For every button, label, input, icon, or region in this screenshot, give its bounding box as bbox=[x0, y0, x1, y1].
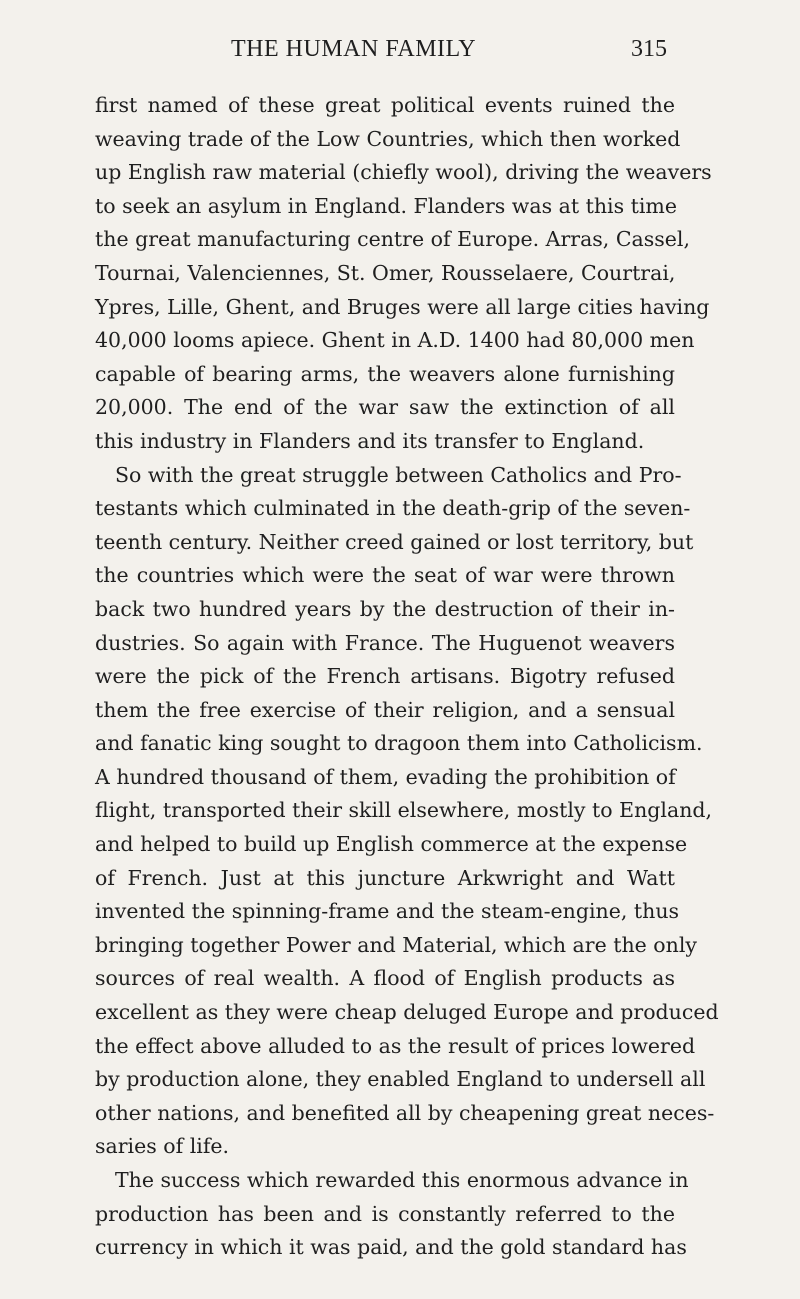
text-line: weaving trade of the Low Countries, which then worked bbox=[95, 126, 681, 151]
text-line: bringing together Power and Material, which are the only bbox=[95, 932, 697, 957]
text-line: flight, transported their skill elsewhere, mostly to England, bbox=[95, 798, 713, 823]
text-line: them the free exercise of their religion, and a sensual bbox=[95, 697, 675, 722]
text-line: production has been and is constantly referred to the bbox=[95, 1201, 675, 1226]
running-head bbox=[95, 22, 675, 72]
text-line: A hundred thousand of them, evading the prohibition of bbox=[95, 764, 676, 789]
text-line: Tournai, Valenciennes, St. Omer, Rousselaere, Courtrai, bbox=[95, 260, 676, 285]
text-line: 20,000. The end of the war saw the extinction of all bbox=[95, 395, 675, 420]
text-line: Ypres, Lille, Ghent, and Bruges were all large cities having bbox=[95, 294, 710, 319]
text-line: teenth century. Neither creed gained or lost territory, but bbox=[95, 529, 694, 554]
text-line: the great manufacturing centre of Europe. Arras, Cassel, bbox=[95, 227, 690, 252]
text-line: other nations, and benefited all by cheapening great neces- bbox=[95, 1100, 715, 1125]
text-line: this industry in Flanders and its transfer to England. bbox=[95, 428, 645, 453]
text-line: The success which rewarded this enormous advance in bbox=[115, 1168, 689, 1192]
text-line: of French. Just at this juncture Arkwright and Watt bbox=[95, 865, 675, 890]
text-line: saries of life. bbox=[95, 1134, 230, 1159]
text-line: currency in which it was paid, and the gold standard has bbox=[95, 1235, 687, 1260]
body-text bbox=[95, 89, 719, 1265]
text-line: invented the spinning-frame and the steam-engine, thus bbox=[95, 899, 680, 924]
text-line: dustries. So again with France. The Huguenot weavers bbox=[95, 630, 675, 655]
running-title: THE HUMAN FAMILY bbox=[231, 36, 477, 62]
text-line: and helped to build up English commerce at the expense bbox=[95, 832, 688, 857]
text-line: to seek an asylum in England. Flanders was at this time bbox=[95, 193, 677, 218]
text-line: So with the great struggle between Catholics and Pro- bbox=[115, 462, 682, 487]
text-line: 40,000 looms apiece. Ghent in A.D. 1400 had 80,000 men bbox=[95, 328, 695, 353]
text-line: capable of bearing arms, the weavers alone furnishing bbox=[95, 361, 675, 386]
text-line: up English raw material (chiefly wool), driving the weavers bbox=[95, 160, 712, 185]
text-line: were the pick of the French artisans. Bigotry refused bbox=[95, 664, 675, 689]
text-line: by production alone, they enabled England to undersell all bbox=[95, 1067, 706, 1092]
page-number: 315 bbox=[631, 36, 667, 62]
text-line: testants which culminated in the death-grip of the seven- bbox=[95, 496, 691, 521]
text-line: sources of real wealth. A flood of English products as bbox=[95, 966, 675, 991]
text-line: the effect above alluded to as the result of prices lowered bbox=[95, 1033, 696, 1058]
text-line: excellent as they were cheap deluged Europe and produced bbox=[95, 1000, 719, 1025]
text-line: first named of these great political events ruined the bbox=[95, 93, 675, 117]
text-line: back two hundred years by the destruction of their in- bbox=[95, 596, 675, 621]
text-line: and fanatic king sought to dragoon them into Catholicism. bbox=[95, 731, 703, 756]
text-line: the countries which were the seat of war were thrown bbox=[95, 563, 675, 588]
